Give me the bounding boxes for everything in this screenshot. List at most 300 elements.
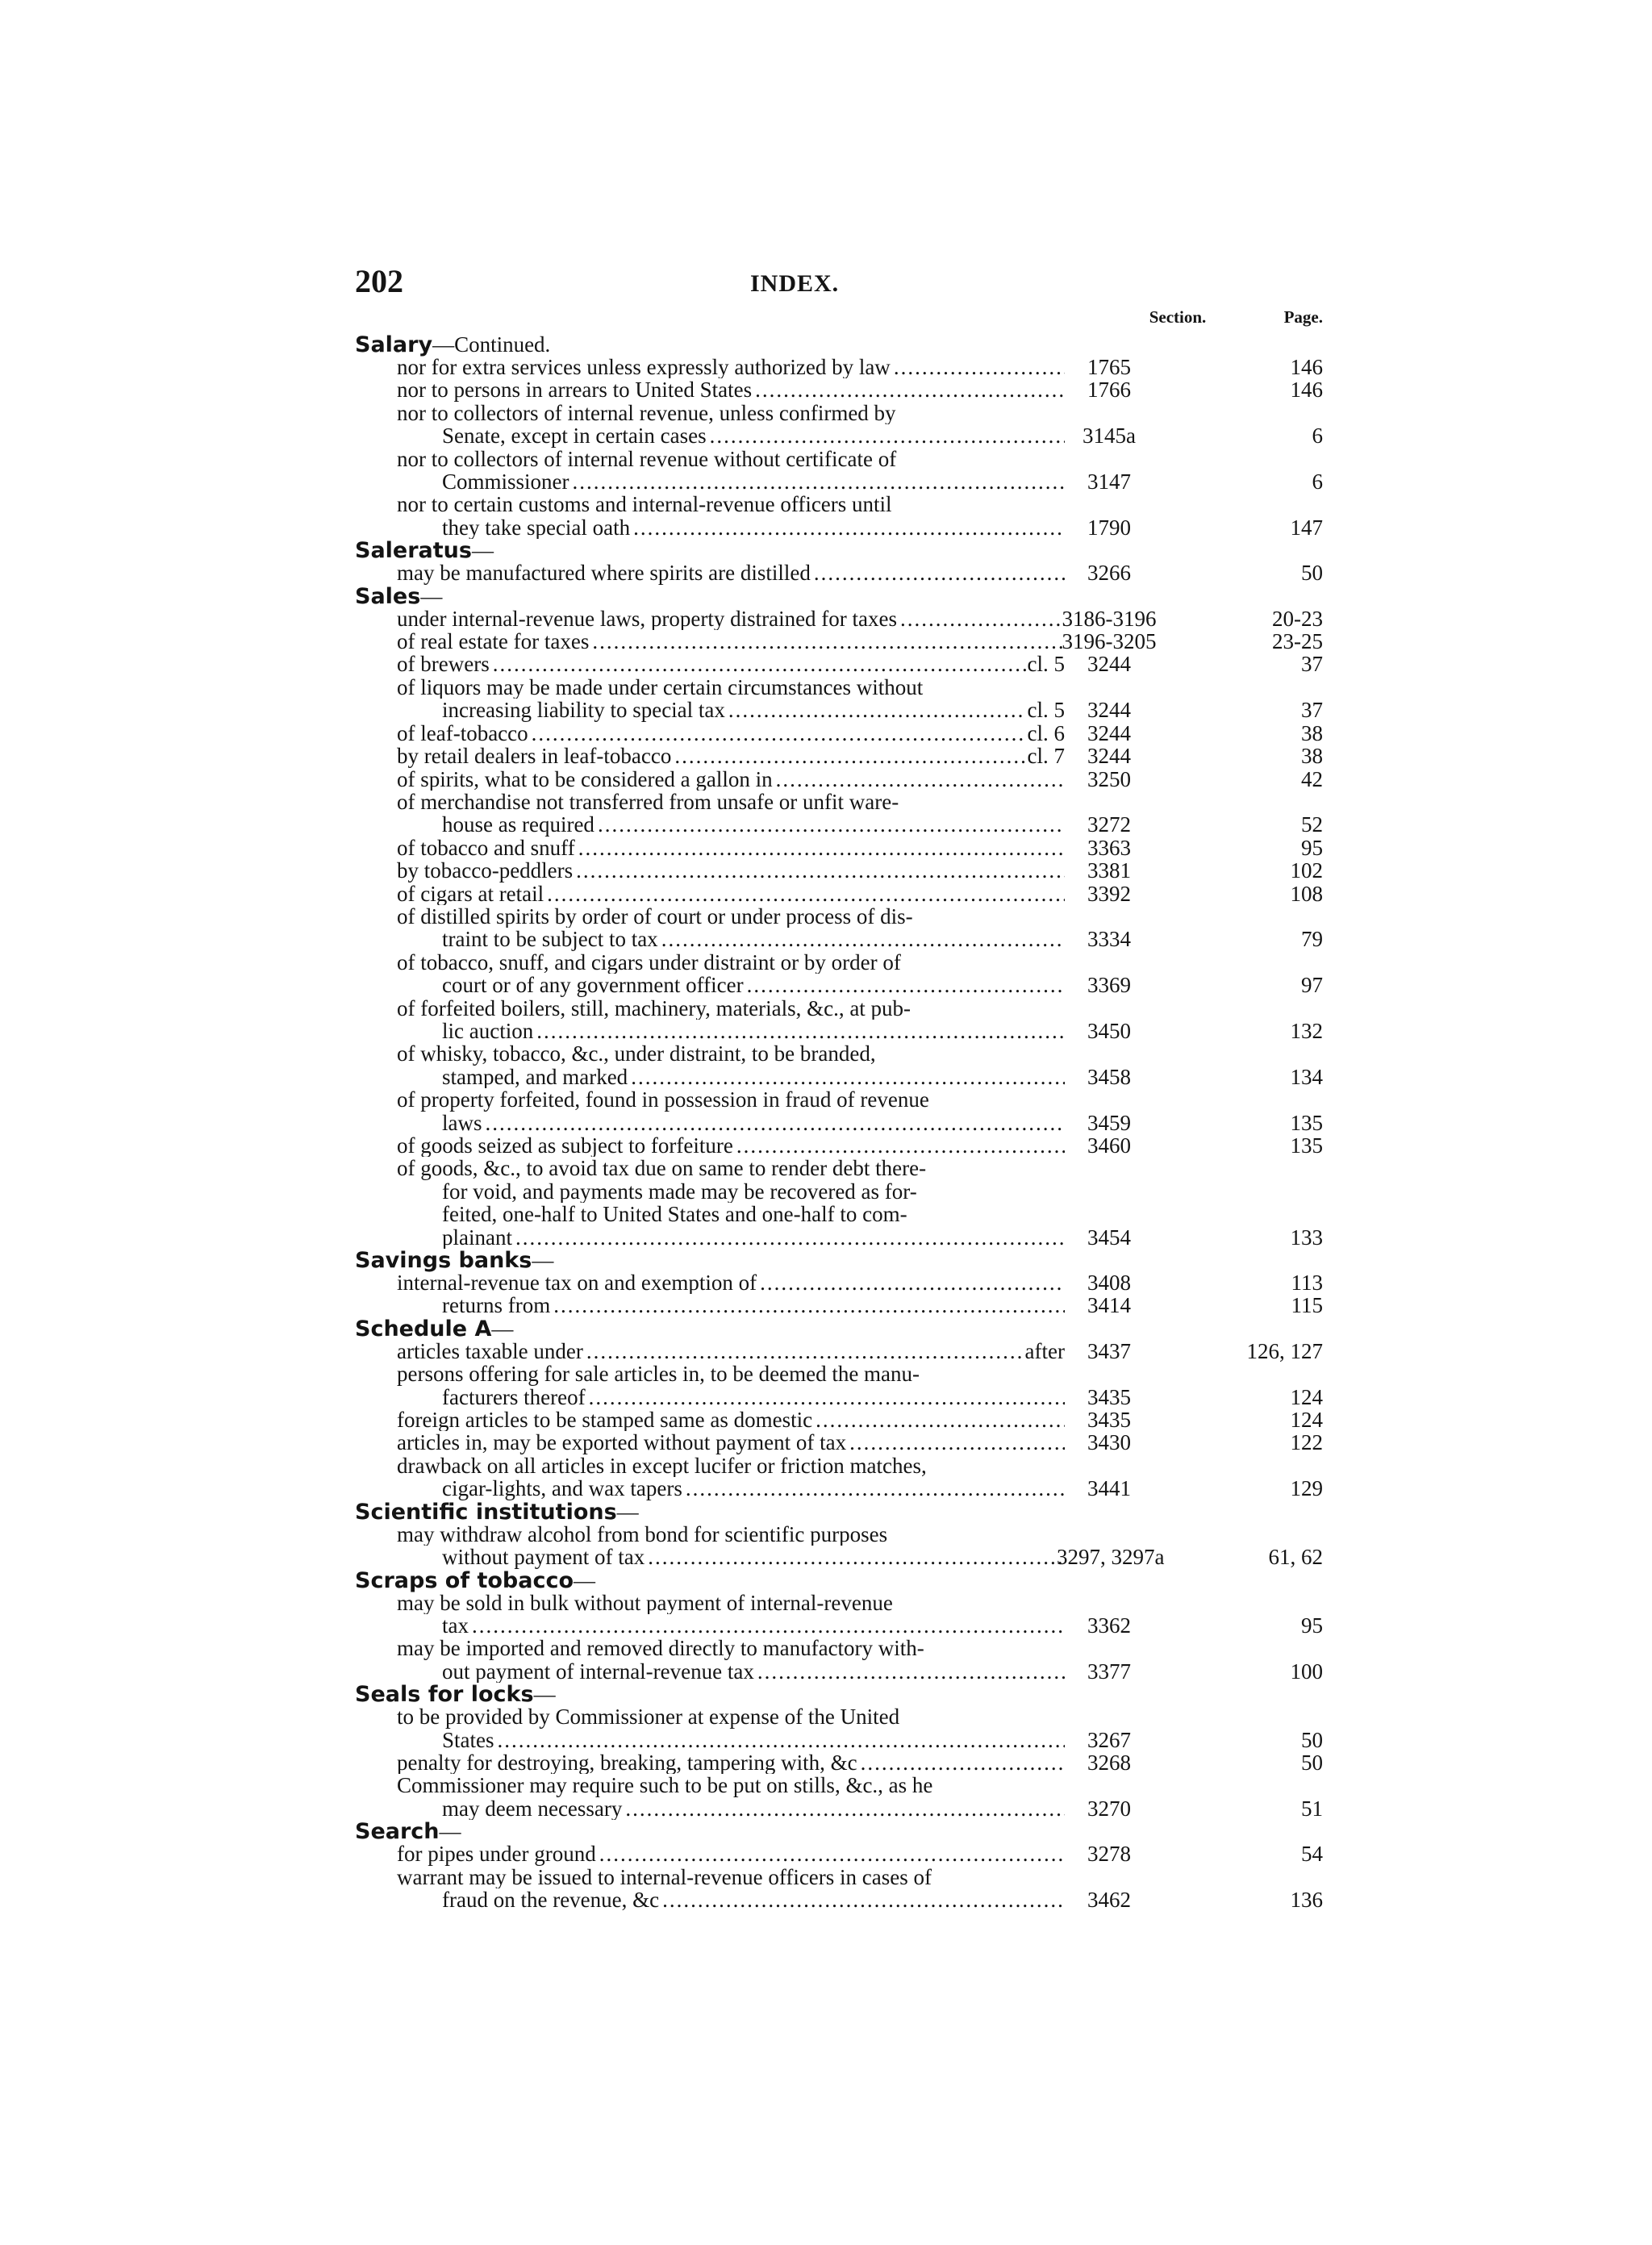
page-ref: 134 bbox=[1290, 1064, 1323, 1089]
page-column-header: Page. bbox=[1283, 307, 1323, 327]
entry-line-text: warrant may be issued to internal-revenue officers in cases of bbox=[397, 1865, 932, 1888]
section-number: 3414 bbox=[1087, 1293, 1131, 1318]
heading-word: Seals for locks bbox=[355, 1682, 534, 1708]
dot-leader bbox=[533, 1020, 1065, 1042]
entry-line-text: Senate, except in certain cases bbox=[442, 424, 707, 448]
index-entry bbox=[355, 493, 1323, 539]
entry-text bbox=[355, 951, 1065, 997]
heading-suffix: —Continued. bbox=[432, 332, 551, 357]
index-entry bbox=[355, 768, 1323, 791]
index-entry bbox=[355, 791, 1323, 837]
section-number: 3186-3196 bbox=[1062, 606, 1157, 631]
index-entry bbox=[355, 1774, 1323, 1820]
entry-line-text: laws bbox=[442, 1111, 482, 1134]
entry-line-text: for void, and payments made may be recovered as for- bbox=[442, 1179, 917, 1204]
entry-text bbox=[355, 1134, 1065, 1157]
section-number: 3145a bbox=[1083, 424, 1136, 449]
entry-line-text: persons offering for sale articles in, to be deemed the manu- bbox=[397, 1362, 920, 1386]
entry-line-text: by retail dealers in leaf-tobacco bbox=[397, 745, 672, 768]
entry-text bbox=[355, 791, 1065, 837]
heading-word: Scientific institutions bbox=[355, 1499, 617, 1525]
entry-line-text: for pipes under ground bbox=[397, 1842, 596, 1866]
entry-line-text: articles taxable under bbox=[397, 1339, 583, 1363]
index-entry bbox=[355, 1271, 1323, 1294]
page-ref: 97 bbox=[1301, 973, 1323, 998]
heading-word: Schedule A bbox=[355, 1316, 492, 1342]
entry-line bbox=[397, 378, 1065, 401]
entry-line-text: of liquors may be made under certain circumstances without bbox=[397, 675, 924, 699]
entry-line-text: increasing liability to special tax bbox=[442, 699, 725, 722]
entry-line bbox=[397, 653, 1065, 675]
page-ref: 51 bbox=[1301, 1796, 1323, 1821]
dot-leader bbox=[469, 1614, 1065, 1637]
entry-line-text: nor for extra services unless expressly authorized by law bbox=[397, 356, 891, 379]
section-number: 3462 bbox=[1087, 1887, 1131, 1912]
entry-text bbox=[355, 493, 1065, 539]
entry-text bbox=[355, 402, 1065, 448]
entry-line bbox=[397, 448, 1065, 470]
section-number: 3267 bbox=[1087, 1727, 1131, 1752]
entry-text bbox=[355, 1774, 1065, 1820]
entry-text bbox=[355, 1842, 1065, 1865]
entry-line bbox=[397, 1042, 1065, 1065]
dot-leader bbox=[682, 1477, 1065, 1500]
page-ref: 37 bbox=[1301, 698, 1323, 723]
page-ref: 50 bbox=[1301, 1750, 1323, 1775]
entry-line bbox=[397, 1614, 1065, 1637]
index-entry bbox=[355, 1042, 1323, 1088]
entry-text bbox=[355, 997, 1065, 1043]
index-entry bbox=[355, 722, 1323, 745]
index-entry bbox=[355, 1294, 1323, 1317]
entry-text bbox=[355, 1271, 1065, 1294]
dot-leader bbox=[725, 699, 1026, 721]
dot-leader bbox=[528, 722, 1026, 745]
entry-line bbox=[397, 1523, 1065, 1546]
dot-leader bbox=[569, 470, 1065, 493]
entry-text bbox=[355, 1751, 1065, 1774]
entry-line bbox=[397, 356, 1065, 378]
entry-line bbox=[397, 1454, 1065, 1477]
dot-leader bbox=[897, 607, 1065, 630]
entry-line bbox=[397, 1797, 1065, 1820]
section-number: 3334 bbox=[1087, 927, 1131, 952]
entry-line-text: drawback on all articles in except lucifer or friction matches, bbox=[397, 1454, 927, 1478]
index-entry bbox=[355, 745, 1323, 767]
dot-leader bbox=[594, 813, 1065, 836]
entry-line bbox=[397, 402, 1065, 424]
heading-word: Saleratus bbox=[355, 538, 472, 564]
section-number: 3458 bbox=[1087, 1064, 1131, 1089]
section-number: 3437 bbox=[1087, 1338, 1131, 1363]
entry-line bbox=[397, 493, 1065, 515]
section-number: 3459 bbox=[1087, 1110, 1131, 1135]
dot-leader bbox=[658, 928, 1065, 950]
index-entry bbox=[355, 1134, 1323, 1157]
section-number: 3381 bbox=[1087, 858, 1131, 883]
section-number: 3297, 3297a bbox=[1057, 1545, 1165, 1570]
dot-leader bbox=[550, 1294, 1065, 1317]
page-ref: 108 bbox=[1290, 881, 1323, 906]
entry-text bbox=[355, 356, 1065, 378]
section-number: 3266 bbox=[1087, 561, 1131, 586]
entry-line bbox=[397, 1842, 1065, 1865]
entry-line-text: traint to be subject to tax bbox=[442, 928, 658, 951]
index-entry bbox=[355, 951, 1323, 997]
index-entry bbox=[355, 1088, 1323, 1134]
page-ref: 79 bbox=[1301, 927, 1323, 952]
entry-line bbox=[397, 1866, 1065, 1888]
section-number: 3278 bbox=[1087, 1842, 1131, 1867]
entry-text bbox=[355, 1523, 1065, 1569]
section-number: 3196-3205 bbox=[1062, 629, 1157, 654]
page-ref: 122 bbox=[1290, 1430, 1323, 1455]
section-number: 3270 bbox=[1087, 1796, 1131, 1821]
entry-text bbox=[355, 1705, 1065, 1751]
page-ref: 146 bbox=[1290, 378, 1323, 403]
section-number: 3392 bbox=[1087, 881, 1131, 906]
entry-line-text: nor to certain customs and internal-revenue officers until bbox=[397, 493, 892, 516]
entry-line-text: returns from bbox=[442, 1294, 551, 1317]
index-entry bbox=[355, 883, 1323, 905]
section-number: 3454 bbox=[1087, 1225, 1131, 1250]
heading-suffix: — bbox=[420, 583, 443, 608]
entry-line bbox=[397, 1088, 1065, 1111]
entry-text bbox=[355, 1408, 1065, 1431]
index-heading bbox=[355, 1569, 1323, 1592]
index-heading bbox=[355, 585, 1323, 607]
entry-line-text: of cigars at retail bbox=[397, 882, 544, 905]
entry-text bbox=[355, 722, 1065, 745]
entry-line-text: of goods seized as subject to forfeiture bbox=[397, 1134, 733, 1158]
entry-line-text: Commissioner bbox=[442, 470, 569, 494]
entry-line bbox=[397, 699, 1065, 721]
section-number: 3450 bbox=[1087, 1018, 1131, 1043]
index-entry bbox=[355, 607, 1323, 630]
entry-line bbox=[397, 791, 1065, 813]
clause-ref: cl. 5 bbox=[1027, 699, 1065, 722]
page-ref: 147 bbox=[1290, 515, 1323, 540]
dot-leader bbox=[512, 1226, 1065, 1249]
section-number: 3408 bbox=[1087, 1271, 1131, 1296]
index-entry bbox=[355, 1637, 1323, 1683]
index-entry bbox=[355, 1866, 1323, 1912]
entry-line bbox=[397, 1751, 1065, 1774]
entry-line bbox=[397, 1134, 1065, 1157]
entry-line-text: of distilled spirits by order of court or under process of dis- bbox=[397, 904, 913, 928]
entry-text bbox=[355, 676, 1065, 722]
entry-text bbox=[355, 1454, 1065, 1500]
entry-line-text: by tobacco-peddlers bbox=[397, 859, 574, 883]
entry-line bbox=[397, 607, 1065, 630]
entry-line bbox=[397, 1705, 1065, 1728]
section-number: 3460 bbox=[1087, 1133, 1131, 1158]
entry-line-text: they take special oath bbox=[442, 515, 631, 540]
heading-suffix: — bbox=[439, 1819, 461, 1844]
entry-line bbox=[397, 1226, 1065, 1249]
heading-word: Savings banks bbox=[355, 1248, 532, 1274]
entry-line bbox=[397, 1546, 1065, 1568]
page-ref: 50 bbox=[1301, 1727, 1323, 1752]
entry-line-text: house as required bbox=[442, 813, 594, 837]
section-number: 3268 bbox=[1087, 1750, 1131, 1775]
heading-word: Scraps of tobacco bbox=[355, 1567, 574, 1593]
page-ref: 37 bbox=[1301, 652, 1323, 677]
entry-line-text: articles in, may be exported without payment of tax bbox=[397, 1431, 847, 1454]
index-entry bbox=[355, 448, 1323, 494]
entry-line-text: of forfeited boilers, still, machinery, materials, &c., at pub- bbox=[397, 996, 912, 1020]
entry-line bbox=[397, 424, 1065, 447]
page-ref: 136 bbox=[1290, 1887, 1323, 1912]
page-ref: 38 bbox=[1301, 744, 1323, 769]
index-entry bbox=[355, 1705, 1323, 1751]
index-entry bbox=[355, 1408, 1323, 1431]
entry-line bbox=[397, 1112, 1065, 1134]
section-number: 3244 bbox=[1087, 744, 1131, 769]
entry-line bbox=[397, 1362, 1065, 1385]
entry-line-text: out payment of internal-revenue tax bbox=[442, 1659, 754, 1684]
page-ref: 6 bbox=[1312, 424, 1323, 449]
entry-line bbox=[397, 813, 1065, 836]
entry-line-text: may be sold in bulk without payment of internal-revenue bbox=[397, 1591, 893, 1614]
dot-leader bbox=[583, 1340, 1024, 1362]
section-number: 3435 bbox=[1087, 1384, 1131, 1409]
page-ref: 6 bbox=[1312, 469, 1323, 494]
entry-text bbox=[355, 561, 1065, 584]
page-ref: 133 bbox=[1290, 1225, 1323, 1250]
clause-ref: cl. 7 bbox=[1027, 745, 1065, 768]
entry-line-text: of tobacco, snuff, and cigars under distraint or by order of bbox=[397, 950, 901, 974]
entry-line bbox=[397, 1477, 1065, 1500]
dot-leader bbox=[846, 1431, 1065, 1454]
entry-line bbox=[397, 1660, 1065, 1683]
dot-leader bbox=[596, 1842, 1065, 1865]
clause-ref: cl. 5 bbox=[1027, 653, 1065, 676]
page-ref: 146 bbox=[1290, 355, 1323, 379]
index-heading bbox=[355, 1248, 1323, 1274]
page-ref: 124 bbox=[1290, 1408, 1323, 1433]
entry-line bbox=[397, 1066, 1065, 1088]
section-column-header: Section. bbox=[1149, 307, 1207, 327]
entry-line bbox=[397, 1431, 1065, 1454]
entry-line-text: facturers thereof bbox=[442, 1385, 586, 1409]
entry-line bbox=[397, 768, 1065, 791]
entry-line bbox=[397, 837, 1065, 859]
index-heading bbox=[355, 1317, 1323, 1340]
entry-line-text: court or of any government officer bbox=[442, 974, 744, 997]
entry-line-text: of leaf-tobacco bbox=[397, 721, 528, 745]
entry-line-text: penalty for destroying, breaking, tampering with, &c bbox=[397, 1751, 857, 1775]
entry-text bbox=[355, 1294, 1065, 1317]
entry-line bbox=[397, 1180, 1065, 1203]
entry-line-text: of real estate for taxes bbox=[397, 630, 590, 653]
entry-line bbox=[397, 1386, 1065, 1408]
entry-text bbox=[355, 1637, 1065, 1683]
index-heading bbox=[355, 538, 1323, 564]
heading-word: Search bbox=[355, 1819, 440, 1845]
entry-line bbox=[397, 1408, 1065, 1431]
index-entry bbox=[355, 905, 1323, 951]
entry-line bbox=[397, 1271, 1065, 1294]
entry-line-text: may be imported and removed directly to manufactory with- bbox=[397, 1637, 924, 1660]
index-entry bbox=[355, 997, 1323, 1043]
index-entry bbox=[355, 378, 1323, 401]
index-entry bbox=[355, 837, 1323, 859]
entry-line bbox=[397, 974, 1065, 996]
entry-line bbox=[397, 1294, 1065, 1317]
clause-ref: cl. 6 bbox=[1027, 721, 1065, 745]
entry-line-text: Commissioner may require such to be put on stills, &c., as he bbox=[397, 1774, 933, 1797]
entry-line-text: nor to persons in arrears to United States bbox=[397, 378, 753, 402]
entry-line bbox=[397, 676, 1065, 699]
page-ref: 129 bbox=[1290, 1476, 1323, 1501]
entry-line-text: nor to collectors of internal revenue, unless confirmed by bbox=[397, 401, 896, 425]
dot-leader bbox=[757, 1271, 1065, 1294]
section-number: 3377 bbox=[1087, 1659, 1131, 1684]
entry-line-text: of brewers bbox=[397, 653, 490, 676]
entry-line bbox=[397, 470, 1065, 493]
index-entry bbox=[355, 402, 1323, 448]
dot-leader bbox=[891, 356, 1065, 378]
dot-leader bbox=[659, 1888, 1065, 1911]
entry-line-text: of tobacco and snuff bbox=[397, 836, 575, 860]
page-ref: 61, 62 bbox=[1268, 1545, 1323, 1570]
entry-line-text: internal-revenue tax on and exemption of bbox=[397, 1271, 757, 1295]
entry-line bbox=[397, 745, 1065, 767]
page-ref: 42 bbox=[1301, 766, 1323, 791]
dot-leader bbox=[544, 883, 1065, 905]
page-ref: 95 bbox=[1301, 1613, 1323, 1638]
section-number: 3435 bbox=[1087, 1408, 1131, 1433]
entry-line-text: under internal-revenue laws, property distrained for taxes bbox=[397, 607, 898, 631]
entry-line bbox=[397, 951, 1065, 974]
heading-suffix: — bbox=[532, 1248, 554, 1273]
heading-suffix: — bbox=[471, 538, 494, 563]
section-number: 3272 bbox=[1087, 812, 1131, 837]
dot-leader bbox=[494, 1729, 1066, 1751]
entry-text bbox=[355, 1362, 1065, 1408]
entry-text bbox=[355, 768, 1065, 791]
entry-line bbox=[397, 928, 1065, 950]
index-entry bbox=[355, 561, 1323, 584]
section-number: 3147 bbox=[1087, 469, 1131, 494]
page-ref: 100 bbox=[1290, 1659, 1323, 1684]
entry-line-text: to be provided by Commissioner at expense of the United bbox=[397, 1705, 900, 1729]
entry-line bbox=[397, 1203, 1065, 1225]
dot-leader bbox=[671, 745, 1025, 767]
entry-line bbox=[397, 1888, 1065, 1911]
entry-line bbox=[397, 1774, 1065, 1796]
entry-text bbox=[355, 1340, 1065, 1362]
entry-line-text: feited, one-half to United States and one-half to com- bbox=[442, 1203, 907, 1226]
page-ref: 38 bbox=[1301, 720, 1323, 745]
entry-line-text: foreign articles to be stamped same as domestic bbox=[397, 1408, 813, 1432]
section-number: 3250 bbox=[1087, 766, 1131, 791]
entry-text bbox=[355, 448, 1065, 494]
page-header bbox=[355, 262, 1323, 307]
dot-leader bbox=[857, 1751, 1065, 1774]
entry-line-text: of property forfeited, found in possession in fraud of revenue bbox=[397, 1088, 929, 1112]
page-ref: 95 bbox=[1301, 835, 1323, 860]
entry-line bbox=[397, 1020, 1065, 1042]
entry-line bbox=[397, 1157, 1065, 1179]
index-entry bbox=[355, 653, 1323, 675]
index-entry bbox=[355, 1751, 1323, 1774]
entry-text bbox=[355, 378, 1065, 401]
entry-line-text: plainant bbox=[442, 1225, 512, 1250]
page-number: 202 bbox=[355, 263, 403, 299]
entry-text bbox=[355, 607, 1065, 630]
dot-leader bbox=[573, 859, 1065, 882]
entry-text bbox=[355, 653, 1065, 675]
entry-text bbox=[355, 1088, 1065, 1134]
entry-line-text: of merchandise not transferred from unsafe or unfit ware- bbox=[397, 790, 899, 814]
entry-text bbox=[355, 1157, 1065, 1249]
section-number: 3441 bbox=[1087, 1476, 1131, 1501]
entry-text bbox=[355, 883, 1065, 905]
section-number: 3244 bbox=[1087, 720, 1131, 745]
dot-leader bbox=[811, 561, 1065, 584]
column-headers bbox=[355, 307, 1323, 333]
index-entry bbox=[355, 356, 1323, 378]
section-number: 3363 bbox=[1087, 835, 1131, 860]
page-ref: 135 bbox=[1290, 1133, 1323, 1158]
section-number: 3430 bbox=[1087, 1430, 1131, 1455]
entry-text bbox=[355, 1042, 1065, 1088]
dot-leader bbox=[754, 1660, 1065, 1683]
section-number: 1766 bbox=[1087, 378, 1131, 403]
entry-line bbox=[397, 1637, 1065, 1659]
entry-line bbox=[397, 630, 1065, 653]
dot-leader bbox=[482, 1112, 1066, 1134]
heading-word: Sales bbox=[355, 583, 421, 609]
page-ref: 135 bbox=[1290, 1110, 1323, 1135]
index-heading bbox=[355, 1500, 1323, 1523]
section-number: 3244 bbox=[1087, 698, 1131, 723]
entry-line-text: lic auction bbox=[442, 1019, 534, 1043]
clause-ref: after bbox=[1024, 1339, 1065, 1363]
index-entry bbox=[355, 1157, 1323, 1249]
section-number: 1790 bbox=[1087, 515, 1131, 540]
running-head: INDEX. bbox=[750, 270, 840, 297]
index-entries bbox=[355, 333, 1323, 1911]
entry-text bbox=[355, 630, 1065, 653]
page-ref: 115 bbox=[1291, 1293, 1323, 1318]
entry-line bbox=[397, 997, 1065, 1020]
entry-line bbox=[397, 859, 1065, 882]
page-ref: 113 bbox=[1291, 1271, 1323, 1296]
entry-line bbox=[397, 905, 1065, 928]
section-number: 3244 bbox=[1087, 652, 1131, 677]
entry-text bbox=[355, 905, 1065, 951]
heading-suffix: — bbox=[574, 1567, 596, 1592]
entry-line bbox=[397, 561, 1065, 584]
section-number: 3362 bbox=[1087, 1613, 1131, 1638]
index-entry bbox=[355, 1431, 1323, 1454]
section-number: 1765 bbox=[1087, 355, 1131, 379]
dot-leader bbox=[630, 516, 1065, 539]
entry-line-text: may be manufactured where spirits are distilled bbox=[397, 561, 811, 585]
dot-leader bbox=[622, 1797, 1065, 1820]
entry-line bbox=[397, 1729, 1065, 1751]
entry-line-text: of whisky, tobacco, &c., under distraint, to be branded, bbox=[397, 1042, 876, 1066]
dot-leader bbox=[645, 1546, 1065, 1568]
entry-line bbox=[397, 1592, 1065, 1614]
heading-suffix: — bbox=[491, 1316, 514, 1341]
entry-text bbox=[355, 837, 1065, 859]
dot-leader bbox=[586, 1386, 1065, 1408]
page-ref: 132 bbox=[1290, 1018, 1323, 1043]
